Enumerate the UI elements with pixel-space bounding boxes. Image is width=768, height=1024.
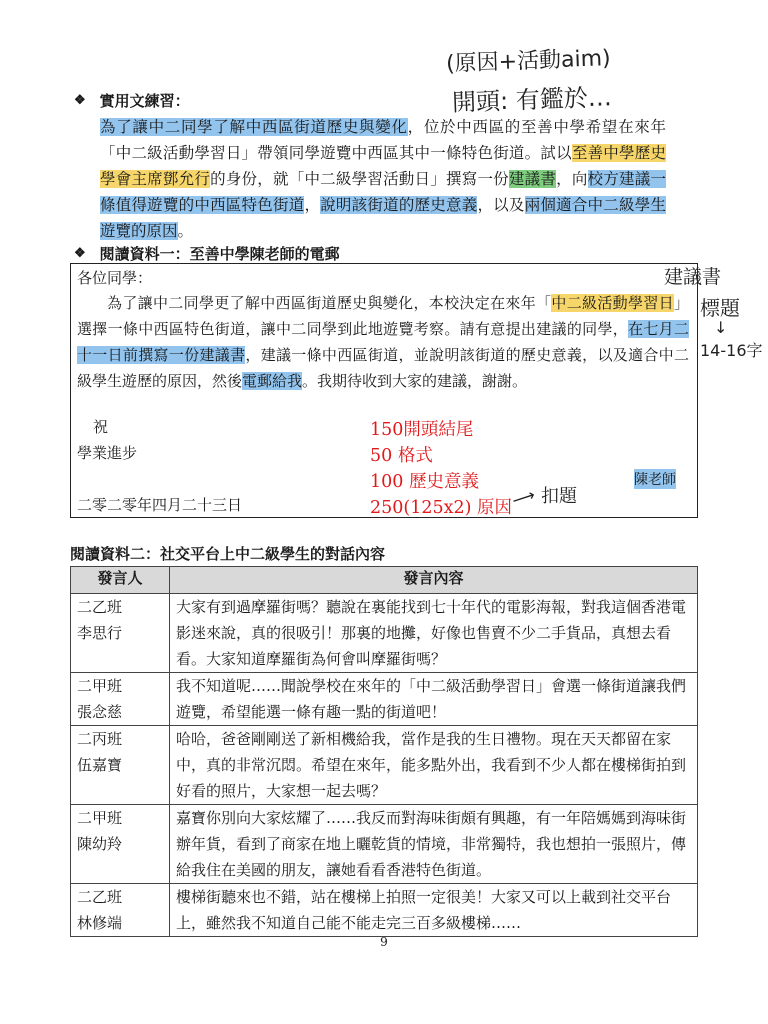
highlighted-text: 說明該街道的歷史意義 <box>320 196 478 214</box>
speaker-cell <box>71 805 170 884</box>
speaker-cell <box>71 594 170 673</box>
table-row <box>71 805 698 884</box>
message-cell: 嘉寶你別向大家炫耀了……我反而對海味街頗有興趣，有一年陪媽媽到海味街辦年貨，看到了商家在地上曬乾貨的情境，非常獨特，我也想拍一張照片，傳給我住在美國的朋友，讓她看看香港特色街道。 <box>170 805 698 884</box>
table-header-row <box>71 567 698 594</box>
text-segment: ， <box>304 196 321 214</box>
email-body <box>77 290 689 394</box>
reading-material-one-heading <box>74 243 340 264</box>
text-segment: 。 <box>177 222 194 240</box>
text-segment: ，向 <box>556 170 588 188</box>
header-content: 發言內容 <box>170 567 698 594</box>
text-segment: ，以及 <box>477 196 525 214</box>
highlighted-text: 為了讓中二同學了解中西區街道歷史與變化 <box>100 118 408 136</box>
email-closing-wish: 祝 <box>93 418 109 436</box>
exercise-instructions <box>100 114 666 244</box>
email-closing-study: 學業進步 <box>77 444 138 462</box>
email-greeting: 各位同學： <box>77 269 153 287</box>
grading-note-reasons: 250(125x2) 原因 <box>370 498 513 518</box>
handwritten-note-opening: 開頭: 有鑑於… <box>451 83 613 117</box>
text-segment: 為了讓中二同學更了解中西區街道歷史與變化，本校決定在來年「 <box>107 294 552 312</box>
handwritten-note-length: 14-16字 <box>700 341 763 360</box>
grading-note-history: 100 歷史意義 <box>370 472 479 492</box>
speaker-cell <box>71 884 170 937</box>
speaker-cell <box>71 673 170 726</box>
header-speaker: 發言人 <box>71 567 170 594</box>
exercise-heading <box>74 90 190 111</box>
table-row <box>71 726 698 805</box>
text-segment: 的身份，就「中二級學習活動日」撰寫一份 <box>210 170 509 188</box>
highlighted-text: 校方建議一條值得遊覽的中西區特色街道 <box>100 170 666 214</box>
reading-material-two-title: 閱讀資料二：社交平台上中二級學生的對話內容 <box>70 545 386 563</box>
text-segment: 」選擇一條中西區特色街道，讓中二同學到此地遊覽考察。請有意提出建議的同學， <box>77 294 689 338</box>
handwritten-arrow-icon: ⟶ <box>509 484 538 511</box>
message-cell: 哈哈，爸爸剛剛送了新相機給我，當作是我的生日禮物。現在天天都留在家中，真的非常沉悶。希望在來年，能多點外出，我看到不少人都在樓梯街拍到好看的照片，大家想一起去嗎？ <box>170 726 698 805</box>
handwritten-note-proposal: 建議書 <box>664 266 722 288</box>
text-segment: ，位於中西區的至善中學希望在來年「中二級活動學習日」帶領同學遊覽中西區其中一條特色街道。試以 <box>100 118 666 162</box>
speaker-name: 李思行 <box>77 624 123 642</box>
speaker-name: 林修端 <box>77 914 123 932</box>
speaker-class: 二甲班 <box>77 677 123 695</box>
handwritten-note-on-topic: 扣題 <box>541 486 577 507</box>
email-date: 二零二零年四月二十三日 <box>77 496 243 514</box>
table-row <box>71 884 698 937</box>
diamond-bullet-icon: ❖ <box>74 246 86 261</box>
message-cell: 樓梯街聽來也不錯，站在樓梯上拍照一定很美！大家又可以上載到社交平台上，雖然我不知道自己能不能走完三百多級樓梯…… <box>170 884 698 937</box>
table-row <box>71 673 698 726</box>
diamond-bullet-icon: ❖ <box>74 93 86 108</box>
highlighted-text: 建議書 <box>508 170 557 188</box>
exercise-title: 實用文練習： <box>99 92 190 110</box>
email-signature: 陳老師 <box>634 469 676 489</box>
message-cell: 大家有到過摩羅街嗎？聽說在裏能找到七十年代的電影海報，對我這個香港電影迷來說，真的很吸引！那裏的地攤，好像也售賣不少二手貨品，真想去看看。大家知道摩羅街為何會叫摩羅街嗎？ <box>170 594 698 673</box>
grading-note-format: 50 格式 <box>370 446 433 466</box>
reading-material-one-title: 閱讀資料一：至善中學陳老師的電郵 <box>99 245 340 263</box>
reading-material-two-heading <box>70 543 385 564</box>
grading-note-opening: 150開頭結尾 <box>370 420 474 440</box>
speaker-class: 二乙班 <box>77 888 123 906</box>
highlighted-text: 至善中學歷史學會主席鄧允行 <box>100 144 666 188</box>
highlighted-text: 在七月二十一日前撰寫一份建議書 <box>77 320 689 364</box>
speaker-name: 陳幼羚 <box>77 835 123 853</box>
chat-table <box>70 566 698 937</box>
handwritten-note-title: 標題 <box>700 296 740 320</box>
speaker-name: 張念慈 <box>77 703 123 721</box>
text-segment: 。我期待收到大家的建議，謝謝。 <box>302 372 528 390</box>
highlighted-text: 電郵給我 <box>242 372 303 390</box>
highlighted-text: 兩個適合中二級學生遊覽的原因 <box>100 196 666 240</box>
table-row <box>71 594 698 673</box>
speaker-class: 二丙班 <box>77 730 123 748</box>
teacher-email-box <box>70 263 698 518</box>
message-cell: 我不知道呢……聞說學校在來年的「中二級活動學習日」會選一條街道讓我們遊覽，希望能選一條有趣一點的街道吧！ <box>170 673 698 726</box>
page-number: 9 <box>380 935 388 949</box>
text-segment: ，建議一條中西區街道，並說明該街道的歷史意義，以及適合中二級學生遊歷的原因，然後 <box>77 346 689 390</box>
speaker-cell <box>71 726 170 805</box>
handwritten-note-aim: (原因+活動aim) <box>445 46 612 77</box>
handwritten-arrow-down: ↓ <box>714 318 728 337</box>
speaker-class: 二乙班 <box>77 598 123 616</box>
speaker-name: 伍嘉寶 <box>77 756 123 774</box>
highlighted-text: 中二級活動學習日 <box>551 294 674 312</box>
speaker-class: 二甲班 <box>77 809 123 827</box>
